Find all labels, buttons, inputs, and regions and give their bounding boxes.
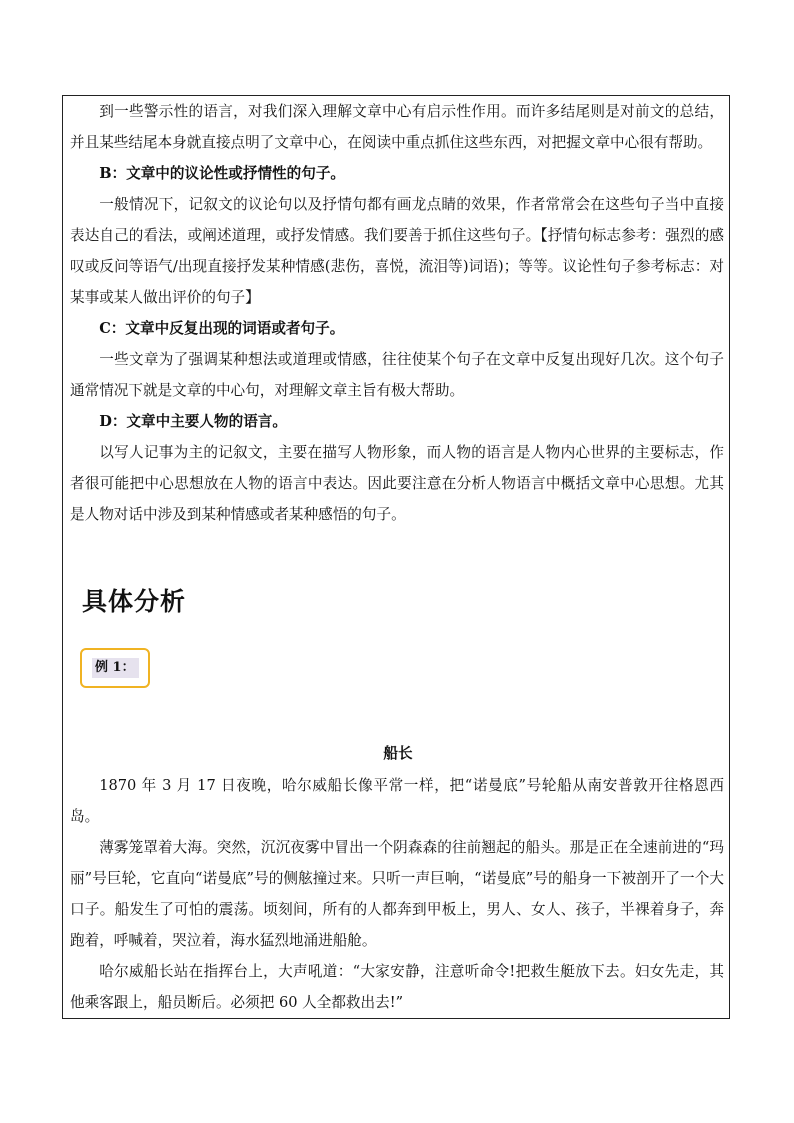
example-label: 例 1：: [92, 658, 139, 678]
story-body: [70, 770, 724, 1018]
point-c-text: 一些文章为了强调某种想法或道理或情感，往往使某个句子在文章中反复出现好几次。这个句子通常情况下就是文章的中心句，对理解文章主旨有极大帮助。: [70, 351, 724, 399]
story-paragraph-3: 哈尔威船长站在指挥台上，大声吼道：“大家安静，注意听命令!把救生艇放下去。妇女先走，其他乘客跟上，船员断后。必须把 60 人全都救出去!”: [70, 963, 724, 1011]
section-title: 具体分析: [82, 587, 187, 616]
point-c-heading: C：文章中反复出现的词语或者句子。: [99, 320, 345, 337]
point-b-text: 一般情况下，记叙文的议论句以及抒情句都有画龙点睛的效果，作者常常会在这些句子当中直接表达自己的看法，或阐述道理，或抒发情感。我们要善于抓住这些句子。【抒情句标志参考：强烈的感叹或反问等语气/出现直接抒发某种情感(悲伤，喜悦，流泪等)词语)；等等。议论性句子参考标志：对某事或某人做出评价的句子】: [70, 196, 724, 306]
story-paragraph-2: 薄雾笼罩着大海。突然，沉沉夜雾中冒出一个阴森森的往前翘起的船头。那是正在全速前进的“玛丽”号巨轮，它直向“诺曼底”号的侧舷撞过来。只听一声巨响，“诺曼底”号的船身一下被剖开了一个大口子。船发生了可怕的震荡。顷刻间，所有的人都奔到甲板上，男人、女人、孩子，半裸着身子，奔跑着，呼喊着，哭泣着，海水猛烈地涌进船舱。: [70, 839, 724, 949]
point-d-heading: D：文章中主要人物的语言。: [99, 413, 287, 430]
intro-section: [70, 96, 724, 530]
point-b-heading: B：文章中的议论性或抒情性的句子。: [99, 165, 346, 182]
example-box: [80, 648, 150, 688]
story-title: 船长: [383, 745, 413, 762]
story-paragraph-1: 1870 年 3 月 17 日夜晚，哈尔威船长像平常一样，把“诺曼底”号轮船从南安普敦开往格恩西岛。: [70, 777, 724, 825]
point-d-text: 以写人记事为主的记叙文，主要在描写人物形象，而人物的语言是人物内心世界的主要标志，作者很可能把中心思想放在人物的语言中表达。因此要注意在分析人物语言中概括文章中心思想。尤其是人物对话中涉及到某种情感或者某种感悟的句子。: [70, 444, 724, 523]
intro-paragraph: 到一些警示性的语言，对我们深入理解文章中心有启示性作用。而许多结尾则是对前文的总结，并且某些结尾本身就直接点明了文章中心，在阅读中重点抓住这些东西，对把握文章中心很有帮助。: [70, 103, 724, 151]
